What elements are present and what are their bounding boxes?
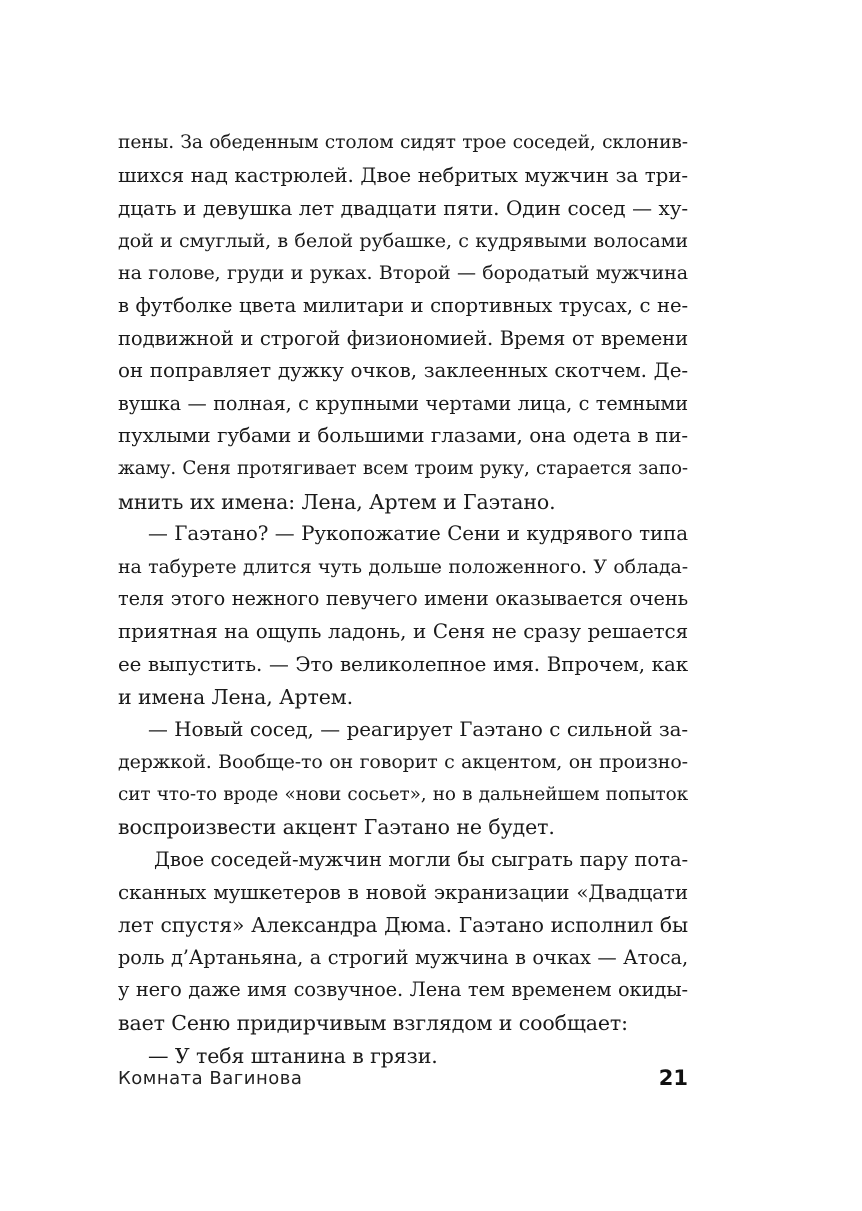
text-line: держкой. Вообще-то он говорит с акцентом, он произно- bbox=[118, 751, 688, 774]
text-line: — Новый сосед, — реагирует Гаэтано с сильной за- bbox=[148, 717, 688, 741]
running-footer-title: Комната Вагинова bbox=[118, 1068, 303, 1089]
text-line: шихся над кастрюлей. Двое небритых мужчин за три- bbox=[118, 163, 688, 187]
text-line: сканных мушкетеров в новой экранизации «Двадцати bbox=[118, 880, 688, 904]
text-line: сит что-то вроде «нови сосьет», но в дальнейшем попыток bbox=[118, 783, 688, 805]
text-line: воспроизвести акцент Гаэтано не будет. bbox=[118, 815, 555, 840]
text-line: Двое соседей-мужчин могли бы сыграть пару пота- bbox=[154, 848, 688, 872]
paragraph-4 bbox=[118, 844, 688, 1040]
text-line: в футболке цвета милитари и спортивных трусах, с не- bbox=[118, 293, 688, 317]
page-number: 21 bbox=[658, 1066, 688, 1090]
text-line: — Гаэтано? — Рукопожатие Сени и кудрявого типа bbox=[148, 522, 688, 546]
text-line: на табурете длится чуть дольше положенного. У облада- bbox=[118, 555, 688, 578]
text-line: дой и смуглый, в белой рубашке, с кудрявыми волосами bbox=[118, 228, 688, 252]
text-line: вушка — полная, с крупными чертами лица, с темными bbox=[118, 391, 688, 415]
text-line: дцать и девушка лет двадцати пяти. Один сосед — ху- bbox=[118, 196, 688, 221]
text-line: вает Сеню придирчивым взглядом и сообщает: bbox=[118, 1011, 628, 1036]
text-line: и имена Лена, Артем. bbox=[118, 685, 354, 710]
text-line: у него даже имя созвучное. Лена тем временем окиды- bbox=[118, 978, 688, 1002]
text-line: лет спустя» Александра Дюма. Гаэтано исполнил бы bbox=[118, 913, 688, 938]
text-line: — У тебя штанина в грязи. bbox=[148, 1043, 438, 1068]
text-line: теля этого нежного певучего имени оказывается очень bbox=[118, 587, 688, 611]
body-text bbox=[118, 127, 688, 1072]
text-line: на голове, груди и руках. Второй — бородатый мужчина bbox=[118, 262, 688, 285]
text-line: пухлыми губами и большими глазами, она одета в пи- bbox=[118, 424, 688, 448]
paragraph-3 bbox=[118, 714, 688, 844]
paragraph-2 bbox=[118, 518, 688, 714]
text-line: подвижной и строгой физиономией. Время от времени bbox=[118, 326, 688, 350]
text-line: пены. За обеденным столом сидят трое соседей, склонив- bbox=[118, 132, 688, 153]
text-line: ее выпустить. — Это великолепное имя. Впрочем, как bbox=[118, 652, 688, 676]
text-line: роль д’Артаньяна, а строгий мужчина в очках — Атоса, bbox=[118, 945, 688, 969]
text-line: жаму. Сеня протягивает всем троим руку, старается запо- bbox=[118, 457, 688, 479]
paragraph-1 bbox=[118, 127, 688, 518]
text-line: приятная на ощупь ладонь, и Сеня не сразу решается bbox=[118, 619, 688, 643]
page-footer bbox=[118, 1068, 688, 1098]
text-line: мнить их имена: Лена, Артем и Гаэтано. bbox=[118, 489, 556, 514]
text-line: он поправляет дужку очков, заклеенных скотчем. Де- bbox=[118, 359, 688, 383]
